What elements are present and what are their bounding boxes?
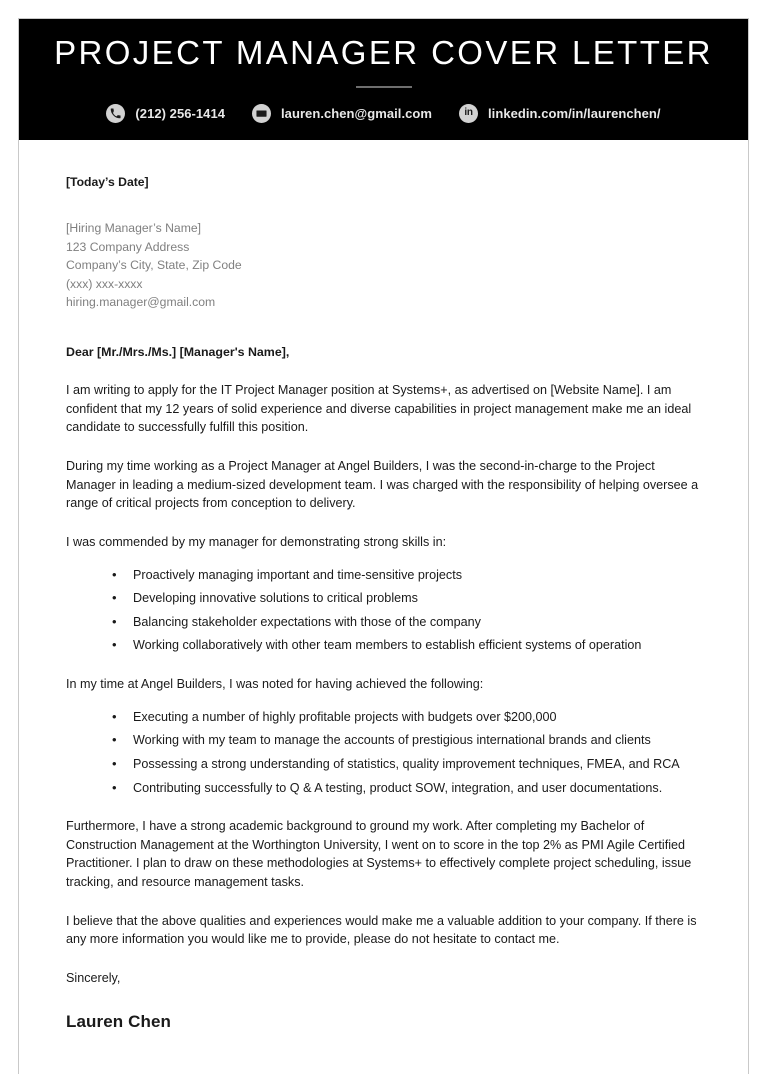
recipient-block [66, 219, 701, 312]
contact-linkedin[interactable] [459, 104, 661, 123]
skills-list [66, 566, 701, 656]
email-text: lauren.chen@gmail.com [281, 105, 433, 121]
contact-row [19, 104, 748, 123]
recipient-line: [Hiring Manager’s Name] [66, 221, 202, 236]
closing-salutation: Sincerely, [66, 970, 121, 985]
list-item: • Executing a number of highly profitable projects with budgets over $200,000 [112, 708, 701, 727]
linkedin-icon [459, 104, 478, 123]
letter-body [19, 140, 748, 1074]
list-item: • Working collaboratively with other team members to establish efficient systems of operation [112, 636, 701, 655]
phone-text: (212) 256-1414 [135, 105, 226, 121]
cover-letter-page [18, 18, 749, 1074]
paragraph-education: Furthermore, I have a strong academic background to ground my work. After completing my Bachelor of Construction Management at the Worthington University, I went on to score in the top 2% as PMI Agile Certified Practitioner. I plan to draw on these methodologies at Systems+ to effectively complete project scheduling, issue tracking, and resource management tasks. [66, 819, 692, 890]
paragraph-closing: I believe that the above qualities and experiences would make me a valuable addition to your company. If there is any more information you would like me to provide, please do not hesitate to contact me. [66, 913, 697, 947]
date-line: [Today’s Date] [66, 175, 149, 189]
letter-header [19, 19, 748, 140]
recipient-line: Company’s City, State, Zip Code [66, 258, 242, 273]
list-item: • Developing innovative solutions to critical problems [112, 589, 701, 608]
list-item: • Proactively managing important and time-sensitive projects [112, 566, 701, 585]
paragraph-experience: During my time working as a Project Manager at Angel Builders, I was the second-in-charge to the Project Manager in leading a medium-sized development team. I was charged with the responsibility of helping oversee a range of critical projects from conception to delivery. [66, 459, 699, 511]
recipient-line: hiring.manager@gmail.com [66, 295, 216, 310]
linkedin-glyph: in [464, 107, 473, 119]
phone-icon [106, 104, 125, 123]
recipient-line: 123 Company Address [66, 239, 190, 254]
contact-phone[interactable] [106, 104, 225, 123]
title-divider [356, 86, 412, 88]
linkedin-text: linkedin.com/in/laurenchen/ [488, 105, 661, 121]
recipient-line: (xxx) xxx-xxxx [66, 276, 143, 291]
skills-intro: I was commended by my manager for demonstrating strong skills in: [66, 534, 447, 549]
achievements-list [66, 708, 701, 798]
salutation: Dear [Mr./Mrs./Ms.] [Manager's Name], [66, 344, 290, 359]
list-item: • Balancing stakeholder expectations with those of the company [112, 613, 701, 632]
signature-name: Lauren Chen [66, 1011, 172, 1031]
achievements-intro: In my time at Angel Builders, I was noted for having achieved the following: [66, 677, 484, 692]
contact-email[interactable] [252, 104, 432, 123]
list-item: • Possessing a strong understanding of statistics, quality improvement techniques, FMEA, and RCA [112, 755, 701, 774]
paragraph-intro: I am writing to apply for the IT Project Manager position at Systems+, as advertised on [Website Name]. I am confident that my 12 years of solid experience and diverse capabilities in project management make me an ideal candidate to successfully fulfill this position. [66, 383, 692, 435]
list-item: • Working with my team to manage the accounts of prestigious international brands and clients [112, 731, 701, 750]
email-icon [252, 104, 271, 123]
list-item: • Contributing successfully to Q & A testing, product SOW, integration, and user documentations. [112, 779, 701, 798]
page-title: PROJECT MANAGER COVER LETTER [54, 34, 713, 71]
